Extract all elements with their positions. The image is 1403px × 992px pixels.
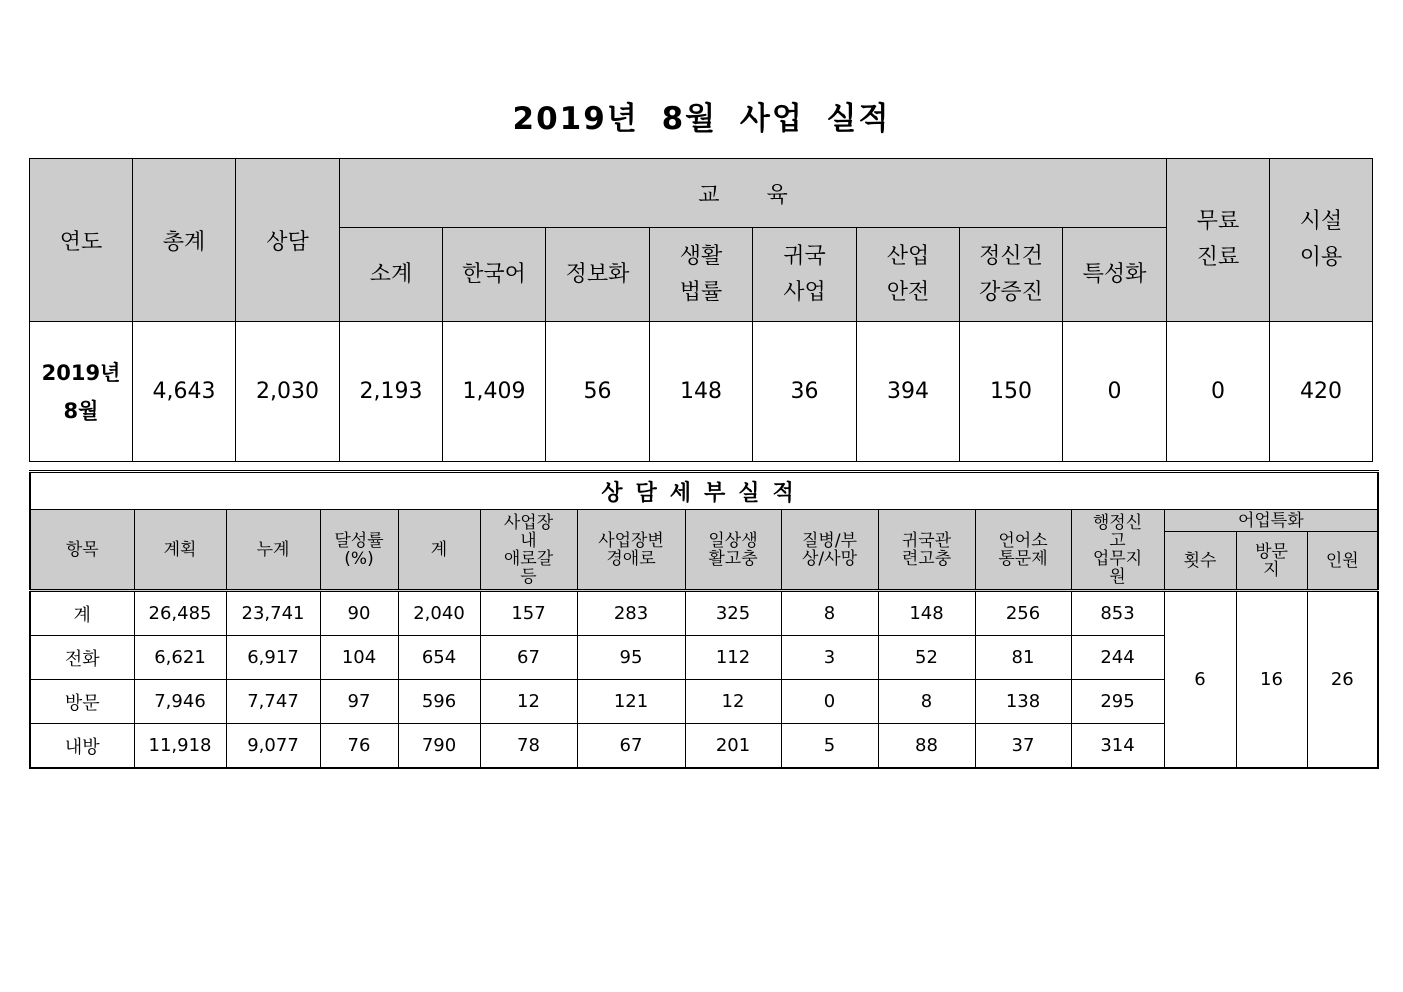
cell-value: 78 bbox=[480, 724, 577, 769]
cell-value: 0 bbox=[1167, 322, 1270, 462]
cell-value: 157 bbox=[480, 591, 577, 636]
cell-value: 56 bbox=[546, 322, 650, 462]
cell-value: 36 bbox=[753, 322, 857, 462]
header-item: 항목 bbox=[30, 510, 134, 591]
cell-value: 52 bbox=[878, 636, 975, 680]
cell-value: 148 bbox=[878, 591, 975, 636]
cell-value: 8 bbox=[878, 680, 975, 724]
cell-value: 295 bbox=[1071, 680, 1164, 724]
cell-value: 201 bbox=[685, 724, 781, 769]
special-count: 6 bbox=[1164, 591, 1236, 769]
header-facility: 시설 이용 bbox=[1270, 159, 1373, 322]
cell-value: 81 bbox=[975, 636, 1071, 680]
header-illness: 질병/부 상/사망 bbox=[781, 510, 878, 591]
cell-value: 12 bbox=[685, 680, 781, 724]
cell-value: 76 bbox=[320, 724, 398, 769]
cell-value: 12 bbox=[480, 680, 577, 724]
cell-value: 26,485 bbox=[134, 591, 226, 636]
counsel-detail-table bbox=[29, 470, 1379, 769]
special-visit: 16 bbox=[1236, 591, 1307, 769]
header-edu-sub: 특성화 bbox=[1063, 228, 1167, 322]
cell-value: 7,946 bbox=[134, 680, 226, 724]
cell-value: 2,030 bbox=[236, 322, 340, 462]
header-edu-sub: 한국어 bbox=[443, 228, 546, 322]
row-year: 2019년 8월 bbox=[30, 322, 133, 462]
cell-value: 148 bbox=[650, 322, 753, 462]
header-special-sub: 횟수 bbox=[1164, 532, 1236, 591]
cell-value: 6,917 bbox=[226, 636, 320, 680]
cell-value: 112 bbox=[685, 636, 781, 680]
cell-value: 6,621 bbox=[134, 636, 226, 680]
header-special-sub: 방문 지 bbox=[1236, 532, 1307, 591]
cell-value: 0 bbox=[1063, 322, 1167, 462]
cell-value: 244 bbox=[1071, 636, 1164, 680]
row-label: 전화 bbox=[30, 636, 134, 680]
cell-value: 853 bbox=[1071, 591, 1164, 636]
cell-value: 0 bbox=[781, 680, 878, 724]
cell-value: 314 bbox=[1071, 724, 1164, 769]
cell-value: 11,918 bbox=[134, 724, 226, 769]
header-workplace-change: 사업장변 경애로 bbox=[577, 510, 685, 591]
cell-value: 1,409 bbox=[443, 322, 546, 462]
cell-value: 325 bbox=[685, 591, 781, 636]
cell-value: 150 bbox=[960, 322, 1063, 462]
cell-value: 420 bbox=[1270, 322, 1373, 462]
cell-value: 8 bbox=[781, 591, 878, 636]
header-free-clinic: 무료 진료 bbox=[1167, 159, 1270, 322]
section-title: 상담세부실적 bbox=[30, 472, 1378, 510]
cell-value: 596 bbox=[398, 680, 480, 724]
header-plan: 계획 bbox=[134, 510, 226, 591]
header-return-home: 귀국관 련고충 bbox=[878, 510, 975, 591]
header-edu-sub: 소계 bbox=[340, 228, 443, 322]
header-fishery-special: 어업특화 bbox=[1164, 510, 1378, 532]
header-edu-sub: 정보화 bbox=[546, 228, 650, 322]
row-label: 계 bbox=[30, 591, 134, 636]
cell-value: 97 bbox=[320, 680, 398, 724]
cell-value: 138 bbox=[975, 680, 1071, 724]
header-language: 언어소 통문제 bbox=[975, 510, 1071, 591]
cell-value: 7,747 bbox=[226, 680, 320, 724]
cell-value: 121 bbox=[577, 680, 685, 724]
header-edu-sub: 정신건 강증진 bbox=[960, 228, 1063, 322]
header-edu-sub: 생활 법률 bbox=[650, 228, 753, 322]
cell-value: 3 bbox=[781, 636, 878, 680]
cell-value: 90 bbox=[320, 591, 398, 636]
header-education: 교 육 bbox=[340, 159, 1167, 228]
cell-value: 88 bbox=[878, 724, 975, 769]
cell-value: 4,643 bbox=[133, 322, 236, 462]
cell-value: 67 bbox=[480, 636, 577, 680]
cell-value: 654 bbox=[398, 636, 480, 680]
cell-value: 283 bbox=[577, 591, 685, 636]
cell-value: 256 bbox=[975, 591, 1071, 636]
cell-value: 5 bbox=[781, 724, 878, 769]
header-edu-sub: 산업 안전 bbox=[857, 228, 960, 322]
cell-value: 9,077 bbox=[226, 724, 320, 769]
cell-value: 95 bbox=[577, 636, 685, 680]
cell-value: 37 bbox=[975, 724, 1071, 769]
header-cumulative: 누계 bbox=[226, 510, 320, 591]
header-daily-life: 일상생 활고충 bbox=[685, 510, 781, 591]
header-edu-sub: 귀국 사업 bbox=[753, 228, 857, 322]
row-label: 내방 bbox=[30, 724, 134, 769]
cell-value: 23,741 bbox=[226, 591, 320, 636]
cell-value: 790 bbox=[398, 724, 480, 769]
header-year: 연도 bbox=[30, 159, 133, 322]
cell-value: 104 bbox=[320, 636, 398, 680]
header-workplace-conflict: 사업장 내 애로갈 등 bbox=[480, 510, 577, 591]
row-label: 방문 bbox=[30, 680, 134, 724]
cell-value: 394 bbox=[857, 322, 960, 462]
header-sum: 계 bbox=[398, 510, 480, 591]
header-rate: 달성률 (%) bbox=[320, 510, 398, 591]
header-admin-support: 행정신 고 업무지 원 bbox=[1071, 510, 1164, 591]
header-counsel: 상담 bbox=[236, 159, 340, 322]
page-title: 2019년 8월 사업 실적 bbox=[512, 101, 891, 137]
special-people: 26 bbox=[1307, 591, 1378, 769]
cell-value: 67 bbox=[577, 724, 685, 769]
header-special-sub: 인원 bbox=[1307, 532, 1378, 591]
cell-value: 2,040 bbox=[398, 591, 480, 636]
summary-table bbox=[29, 158, 1373, 462]
cell-value: 2,193 bbox=[340, 322, 443, 462]
header-total: 총계 bbox=[133, 159, 236, 322]
